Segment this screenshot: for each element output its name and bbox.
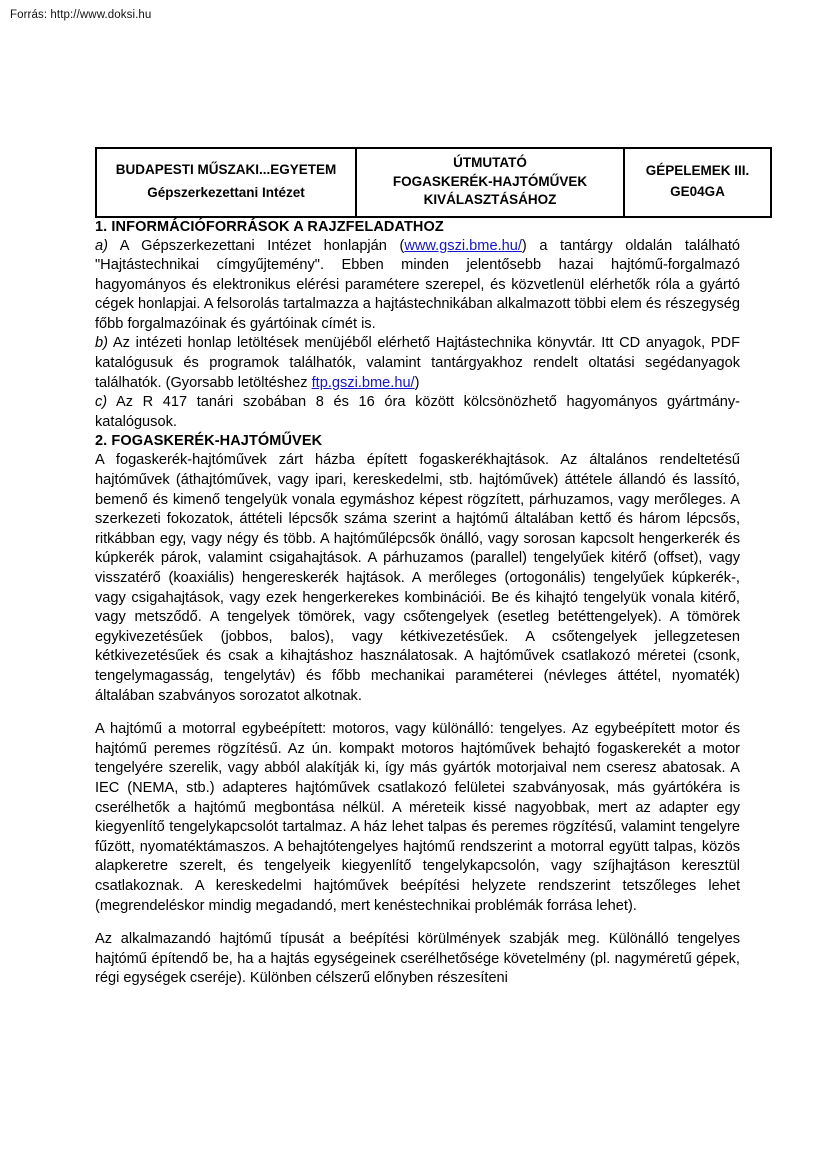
document-content	[95, 147, 750, 989]
section-2-paragraph-3: Az alkalmazandó hajtómű típusát a beépítési körülmények szabják meg. Különálló tengelyes hajtómű építendő be, ha a hajtás egységeinek cserélhetősége követelmény (pl. nagyméretű gépek, régi egységek cseréje). Különben célszerű előnyben részesíteni	[95, 931, 740, 987]
document-title-line-3: KIVÁLASZTÁSÁHOZ	[423, 192, 557, 207]
source-watermark: Forrás: http://www.doksi.hu	[10, 9, 152, 21]
list-marker-b: b)	[95, 335, 108, 352]
title-block-table	[95, 147, 772, 218]
section-1-heading: 1. INFORMÁCIÓFORRÁSOK A RAJZFELADATHOZ	[95, 218, 444, 235]
paragraph-b-text-after-link: )	[414, 374, 420, 391]
document-title-line-1: ÚTMUTATÓ	[453, 155, 527, 170]
cell-organisation	[96, 148, 356, 217]
organisation-name: BUDAPESTI MŰSZAKI...EGYETEM	[115, 162, 337, 178]
paragraph-a-text-before-link: A Gépszerkezettani Intézet honlapján (	[107, 237, 405, 254]
section-2-heading: 2. FOGASKERÉK-HAJTÓMŰVEK	[95, 433, 323, 450]
list-marker-c: c)	[95, 394, 108, 411]
subject-code: GE04GA	[670, 184, 725, 200]
organisation-department: Gépszerkezettani Intézet	[147, 184, 305, 200]
gszi-website-link[interactable]: www.gszi.bme.hu/	[404, 237, 522, 254]
cell-document-title	[356, 148, 624, 217]
paragraph-c-text: Az R 417 tanári szobában 8 és 16 óra között kölcsönözhető hagyományos gyártmány-katalógusok.	[95, 394, 740, 430]
list-marker-a: a)	[95, 237, 108, 254]
section-1-paragraph-c	[95, 393, 740, 432]
paragraph-a-text-after-link: ) a tantárgy oldalán található "Hajtástechnikai címgyűjtemény". Ebben minden jelentősebb hazai hajtómű-forgalmazó hagyományos és elektronikus elérési paramétere szerepel, és közvetlenül elérhetők róla a gyártó cégek honlapjai. A felsorolás tartalmazza a hajtástechnikában alkalmazott többi elem és részegység főbb forgalmazóinak és gyártóinak címét is.	[95, 237, 740, 332]
section-1-paragraph-a	[95, 237, 740, 335]
section-1-paragraph-b	[95, 334, 740, 393]
gszi-ftp-link[interactable]: ftp.gszi.bme.hu/	[311, 374, 415, 391]
section-2-paragraph-1: A fogaskerék-hajtóművek zárt házba épített fogaskerékhajtások. Az általános rendeltetésű hajtóművek (áthajtóművek, vagy ipari, kereskedelmi, stb. hajtóművek) áttétele állandó és lassító, bemenő és kimenő tengelyük vonala egymáshoz képest rögzített, párhuzamos, vagy merőleges. A szerkezeti fokozatok, áttételi lépcsők száma szerint a hajtómű általában kettő és három lépcsős, ritkábban egy, vagy négy és több. A hajtóműlépcsők önálló, vagy sorosan kapcsolt hengerkerék és kúpkerék párok, valamint csigahajtások. A párhuzamos (parallel) tengelyűek kitérő (offset), vagy visszatérő (koaxiális) hengereskerék hajtások. A merőleges (ortogonális) tengelyűek kúpkerék-, vagy csigahajtások, vagy ezek hengerkerekes kombinációi. Be és kihajtó tengelyük vonala kitérő, vagy metsződő. A tengelyek tömörek, vagy csőtengelyek (esetleg betéttengelyek). A tömörek egykivezetésűek (jobbos, balos), vagy kétkivezetésűek. A csőtengelyek jellegzetesen kétkivezetésűek és csak a kihajtáshoz használatosak. A hajtóművek csatlakozó méretei (csonk, tengelymagasság, tengelytáv) és főbb mechanikai paraméterei (névleges áttétel, nyomaték) általában szabványos sorozatot alkotnak.	[95, 452, 740, 704]
section-2-paragraph-2: A hajtómű a motorral egybeépített: motoros, vagy különálló: tengelyes. Az egybeépített motor és hajtómű peremes rögzítésű. Az ún. kompakt motoros hajtóművek behajtó fogaskerekét a motor tengelyére szerelik, vagy abból alakítják ki, így más gyártók motorjaival nem cseresz abatosak. A IEC (NEMA, stb.) adapteres hajtóművek csatlakozó felületei szabványosak, más gyártókéra is cserélhetők a hajtómű megbontása nélkül. A méreteik kissé nagyobbak, mert az adapter egy kiegyenlítő tengelykapcsolót tartalmaz. A ház lehet talpas és peremes rögzítésű, valamint tengelyre fűzött, nyomatéktámaszos. A behajtótengelyes hajtómű rendszerint a motorral együtt talpas, közös alapkeretre szerelt, és tengelyeik kiegyenlítő tengelykapcsolón, vagy szíjhajtáson keresztül csatlakoznak. A kereskedelmi hajtóművek beépítési helyzete rendszerint tetszőleges lehet (megrendeléskor mindig megadandó, mert kenéstechnikai problémák forrása lehet).	[95, 721, 740, 914]
paragraph-b-text-before-link: Az intézeti honlap letöltések menüjéből elérhető Hajtástechnika könyvtár. Itt CD anyagok, PDF katalógusuk és programok találhatók, valamint tantárgyakhoz rendelt oltatási segédanyagok találhatók. (Gyorsabb letöltéshez	[95, 335, 740, 391]
table-row	[96, 148, 771, 217]
cell-subject-code	[624, 148, 771, 217]
subject-name: GÉPELEMEK III.	[645, 162, 750, 178]
document-title-line-2: FOGASKERÉK-HAJTÓMŰVEK	[392, 173, 588, 189]
